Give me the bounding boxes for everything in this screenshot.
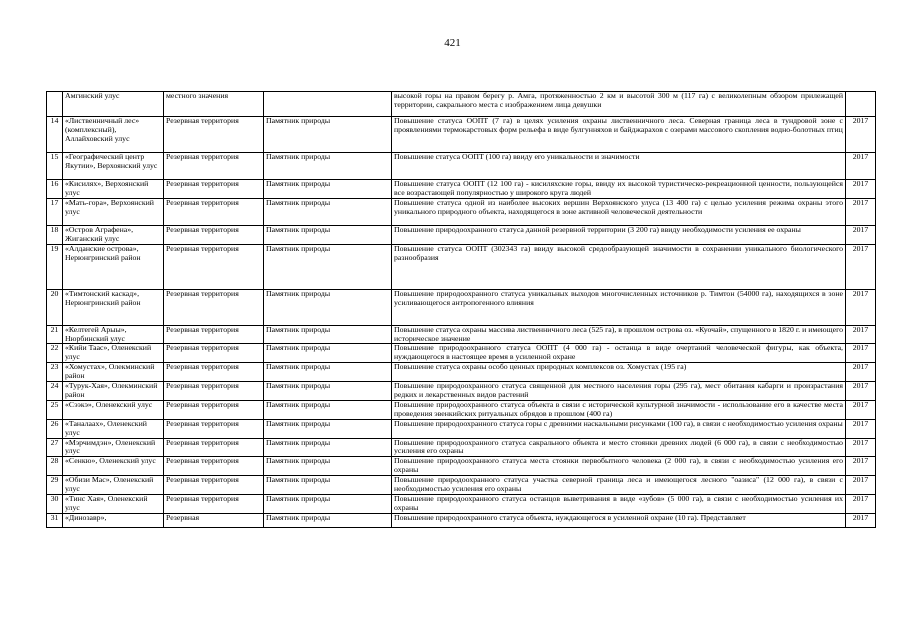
measure-description: Повышение статуса одной из наиболее высоких вершин Верхоянского улуса (13 400 га) с целью усиления режима охраны этого уникального природного объекта, находящегося в зоне активной человеческой деятельности [394,198,843,216]
table-body [47,92,876,528]
row-number: 21 [50,325,59,334]
object-category-cell [264,244,392,289]
row-number-cell [47,513,63,527]
object-name: Амгинский улус [65,91,120,100]
implementation-year: 2017 [852,152,869,161]
object-category: Памятник природы [266,343,331,353]
row-number: 24 [50,381,59,391]
row-number-cell [47,325,63,344]
object-category: Памятник природы [266,419,331,428]
implementation-year: 2017 [852,513,869,522]
implementation-year: 2017 [852,475,869,485]
row-number-cell [47,419,63,438]
object-category-cell [264,382,392,401]
measure-description-cell [392,198,846,225]
object-category: Памятник природы [266,325,331,334]
row-number: 31 [50,513,59,522]
implementation-year-cell [846,438,876,457]
table-row [47,457,876,476]
object-status-cell [164,419,264,438]
measure-description-cell [392,92,846,117]
table-row [47,513,876,527]
implementation-year-cell [846,494,876,513]
object-category: Памятник природы [266,494,331,503]
row-number-cell [47,344,63,363]
object-name: «Мать-гора», Верхоянский улус [65,198,154,216]
measure-description: Повышение статуса охраны особо ценных природных комплексов оз. Хомустах (195 га) [394,362,687,372]
object-status: Резервная территория [166,225,239,234]
table-row [47,325,876,344]
object-status-cell [164,494,264,513]
implementation-year: 2017 [852,116,869,125]
implementation-year-cell [846,325,876,344]
measure-description: Повышение природоохранного статуса останцов выветривания в виде «зубов» (5 000 га), в связи с необходимостью усиления их охраны [394,494,843,512]
object-status-cell [164,457,264,476]
object-status: Резервная территория [166,116,239,125]
object-status: местного значения [166,91,229,100]
object-name: «Таналаах», Оленекский улус [65,419,147,437]
object-status: Резервная [166,513,200,522]
object-name-cell [63,438,164,457]
row-number: 19 [50,244,59,253]
object-category: Памятник природы [266,198,331,207]
object-name: «Кийи Таас», Оленекский улус [65,343,152,362]
measure-description: Повышение природоохранного статуса горы с древними наскальными рисунками (100 га), в связи с необходимостью усиления охраны [394,419,843,428]
row-number: 15 [50,152,59,161]
measure-description: Повышение природоохранного статуса ООПТ (4 000 га) - останца в виде очертаний человеческой фигуры, как объекта, нуждающегося в настоящее время в усиленной охране [394,343,843,362]
implementation-year-cell [846,117,876,153]
table-row [47,382,876,401]
row-number-cell [47,180,63,199]
object-status-cell [164,225,264,244]
measure-description-cell [392,363,846,382]
object-category-cell [264,225,392,244]
object-status: Резервная территория [166,400,239,409]
implementation-year: 2017 [852,343,869,353]
row-number: 22 [50,343,59,353]
implementation-year-cell [846,419,876,438]
row-number-cell [47,457,63,476]
implementation-year-cell [846,198,876,225]
object-status-cell [164,289,264,325]
measure-description: Повышение статуса ООПТ (7 га) в целях усиления охраны лиственничного леса. Северная граница леса в тундровой зоне с проявлениями термокарстовых форм рельефа в виде булгунняхов и байджарахов с озерами массового скопления водно-болотных птиц [394,116,843,134]
object-status-cell [164,180,264,199]
object-category-cell [264,344,392,363]
row-number-cell [47,363,63,382]
row-number-cell [47,92,63,117]
measure-description: Повышение статуса ООПТ (302343 га) ввиду высокой средообразующей значимости в сохранении уникального биологического разнообразия [394,244,843,262]
implementation-year-cell [846,225,876,244]
object-status: Резервная территория [166,198,239,207]
object-status-cell [164,198,264,225]
object-status: Резервная территория [166,152,239,161]
row-number-cell [47,153,63,180]
implementation-year: 2017 [852,289,869,298]
row-number: 29 [50,475,59,485]
measure-description: Повышение статуса ООПТ (12 100 га) - кисиляхские горы, ввиду их высокой туристическо-рекреационной ценности, пользующейся все возрастающей популярностью у широкого круга людей [394,179,843,197]
object-name-cell [63,289,164,325]
measure-description-cell [392,244,846,289]
object-category: Памятник природы [266,400,331,409]
measure-description: Повышение природоохранного статуса уникальных выходов многочисленных источников р. Тимтон (54000 га), находящихся в зоне усиливающегося антропогенного влияния [394,289,843,307]
row-number-cell [47,382,63,401]
measure-description: Повышение природоохранного статуса места стоянки первобытного человека (2 000 га), в связи с необходимостью усиления его охраны [394,456,843,475]
implementation-year-cell [846,180,876,199]
object-status: Резервная территория [166,475,239,485]
object-category-cell [264,438,392,457]
implementation-year: 2017 [852,225,869,234]
object-status: Резервная территория [166,456,239,466]
object-status: Резервная территория [166,494,239,503]
measure-description-cell [392,289,846,325]
row-number: 26 [50,419,59,428]
table-row [47,400,876,419]
table-row [47,180,876,199]
object-category-cell [264,117,392,153]
table-row [47,153,876,180]
object-name-cell [63,198,164,225]
implementation-year-cell [846,400,876,419]
object-category: Памятник природы [266,362,331,372]
object-status-cell [164,325,264,344]
object-name: «Алданские острова», Нерюнгринский район [65,244,141,262]
object-category-cell [264,494,392,513]
object-name-cell [63,92,164,117]
object-category-cell [264,198,392,225]
object-name-cell [63,494,164,513]
object-category: Памятник природы [266,456,331,466]
object-category-cell [264,92,392,117]
measure-description-cell [392,476,846,495]
implementation-year-cell [846,513,876,527]
object-status: Резервная территория [166,289,239,298]
table-row [47,289,876,325]
implementation-year-cell [846,476,876,495]
object-name-cell [63,153,164,180]
measure-description: Повышение природоохранного статуса сакрального объекта и место стоянки древних людей (6 000 га), в связи с необходимостью усиления его охраны [394,438,843,456]
object-name-cell [63,400,164,419]
implementation-year: 2017 [852,400,869,409]
row-number-cell [47,476,63,495]
object-status: Резервная территория [166,438,239,447]
row-number: 25 [50,400,59,409]
object-category-cell [264,400,392,419]
measure-description-cell [392,117,846,153]
object-name-cell [63,117,164,153]
object-name: «Турук-Хая», Олекминский район [65,381,158,399]
object-category-cell [264,363,392,382]
object-category: Памятник природы [266,289,331,298]
row-number-cell [47,438,63,457]
measure-description-cell [392,494,846,513]
implementation-year: 2017 [852,198,869,207]
measure-description-cell [392,153,846,180]
object-status-cell [164,92,264,117]
object-name-cell [63,476,164,495]
object-name: «Тимтонский каскад», Нерюнгринский район [65,289,141,307]
row-number: 16 [50,179,59,188]
object-category: Памятник природы [266,179,331,188]
implementation-year: 2017 [852,325,869,334]
row-number-cell [47,117,63,153]
table-row [47,363,876,382]
object-status: Резервная территория [166,381,239,391]
object-category-cell [264,513,392,527]
implementation-year-cell [846,289,876,325]
table-row [47,344,876,363]
object-name: «Келтегей Арыы», Нюрбинский улус [65,325,127,343]
implementation-year: 2017 [852,381,869,391]
object-name: «Хомустах», Олекминский район [65,362,155,381]
measure-description: Повышение природоохранного статуса данной резервной территории (3 200 га) ввиду необходимости усиления ее охраны [394,225,801,234]
measure-description: Повышение природоохранного статуса священной для местного населения горы (295 га), мест обитания кабарги и произрастания редких и лекарственных видов растений [394,381,843,399]
object-category: Памятник природы [266,244,331,253]
object-category-cell [264,419,392,438]
implementation-year-cell [846,457,876,476]
object-category-cell [264,289,392,325]
row-number: 28 [50,456,59,466]
measure-description-cell [392,513,846,527]
object-name: «Остров Аграфена», Жиганский улус [65,225,134,243]
row-number: 20 [50,289,59,298]
measure-description-cell [392,400,846,419]
object-status-cell [164,244,264,289]
measure-description-cell [392,325,846,344]
object-name: «Географический центр Якутии», Верхоянский улус [65,152,158,170]
reserve-territories-table [46,91,876,528]
implementation-year-cell [846,363,876,382]
object-name: «Мэрчимдэн», Оленекский улус [65,438,156,456]
implementation-year-cell [846,153,876,180]
object-name: «Лиственничный лес» (комплексный), Аллайховский улус [65,116,140,143]
table-row [47,198,876,225]
implementation-year-cell [846,382,876,401]
object-category: Памятник природы [266,438,331,447]
table-row [47,494,876,513]
object-category: Памятник природы [266,225,331,234]
row-number: 14 [50,116,59,125]
object-status-cell [164,513,264,527]
object-name-cell [63,344,164,363]
measure-description: Повышение статуса ООПТ (100 га) ввиду его уникальности и значимости [394,152,640,161]
table-row [47,92,876,117]
object-status: Резервная территория [166,343,239,353]
object-status-cell [164,400,264,419]
implementation-year: 2017 [852,456,869,466]
object-status: Резервная территория [166,179,239,188]
object-category-cell [264,153,392,180]
object-status-cell [164,476,264,495]
row-number: 23 [50,362,59,372]
measure-description-cell [392,419,846,438]
object-category-cell [264,325,392,344]
table-row [47,476,876,495]
object-status-cell [164,438,264,457]
object-name-cell [63,457,164,476]
row-number-cell [47,244,63,289]
row-number-cell [47,289,63,325]
object-status: Резервная территория [166,362,239,372]
table-row [47,419,876,438]
implementation-year: 2017 [852,438,869,447]
measure-description-cell [392,457,846,476]
measure-description-cell [392,438,846,457]
object-name-cell [63,419,164,438]
object-status-cell [164,153,264,180]
implementation-year: 2017 [852,362,869,372]
measure-description: Повышение природоохранного статуса объекта в связи с исторической культурной значимости - использование его в качестве места проведения эвенкийских ритуальных обрядов в прошлом (400 га) [394,400,843,418]
object-category: Памятник природы [266,513,331,522]
measure-description-cell [392,344,846,363]
row-number: 17 [50,198,59,207]
object-category: Памятник природы [266,116,331,125]
object-name-cell [63,513,164,527]
measure-description: Повышение статуса охраны массива лиственничного леса (525 га), в прошлом острова оз. «Куочай», спущенного в 1820 г. и имеющего историческое значение [394,325,843,343]
object-name-cell [63,325,164,344]
row-number-cell [47,400,63,419]
object-category: Памятник природы [266,152,331,161]
implementation-year: 2017 [852,419,869,428]
object-name: «Сээкэ», Оленекский улус [65,400,153,409]
table-row [47,438,876,457]
object-category: Памятник природы [266,475,331,485]
row-number-cell [47,494,63,513]
row-number: 27 [50,438,59,447]
row-number: 30 [50,494,59,503]
object-status-cell [164,117,264,153]
implementation-year-cell [846,244,876,289]
object-status: Резервная территория [166,325,239,334]
object-name: «Кисилях», Верхоянский улус [65,179,149,197]
implementation-year-cell [846,344,876,363]
object-status-cell [164,344,264,363]
implementation-year: 2017 [852,244,869,253]
object-status-cell [164,363,264,382]
object-category-cell [264,457,392,476]
page-number: 421 [444,37,461,49]
measure-description-cell [392,180,846,199]
table-row [47,244,876,289]
implementation-year: 2017 [852,494,869,503]
object-category: Памятник природы [266,381,331,391]
object-name: «Тинс Хая», Оленекский улус [65,494,148,512]
row-number-cell [47,225,63,244]
object-name: «Динозавр», [65,513,107,522]
object-name: «Обизи Мас», Оленекский улус [65,475,154,494]
measure-description-cell [392,382,846,401]
measure-description: Повышение природоохранного статуса участка северной граница леса и имеющегося лесного "оазиса" (12 000 га), в связи с необходимостью усиления его охраны [394,475,843,494]
table-row [47,225,876,244]
object-status: Резервная территория [166,419,239,428]
row-number: 18 [50,225,59,234]
row-number-cell [47,198,63,225]
object-status-cell [164,382,264,401]
object-name-cell [63,382,164,401]
object-name-cell [63,225,164,244]
object-name-cell [63,363,164,382]
object-name-cell [63,244,164,289]
object-status: Резервная территория [166,244,239,253]
measure-description-cell [392,225,846,244]
object-name: «Сенкю», Оленекский улус [65,456,156,466]
measure-description: Повышение природоохранного статуса объекта, нуждающегося в усиленной охране (10 га). Представляет [394,513,746,522]
implementation-year: 2017 [852,179,869,188]
object-category-cell [264,476,392,495]
implementation-year-cell [846,92,876,117]
measure-description: высокой горы на правом берегу р. Амга, протяженностью 2 км и высотой 300 м (117 га) с великолепным обзором прилежащей территории, сакрального места с изображением лица девушки [394,91,843,109]
object-category-cell [264,180,392,199]
object-name-cell [63,180,164,199]
table-row [47,117,876,153]
